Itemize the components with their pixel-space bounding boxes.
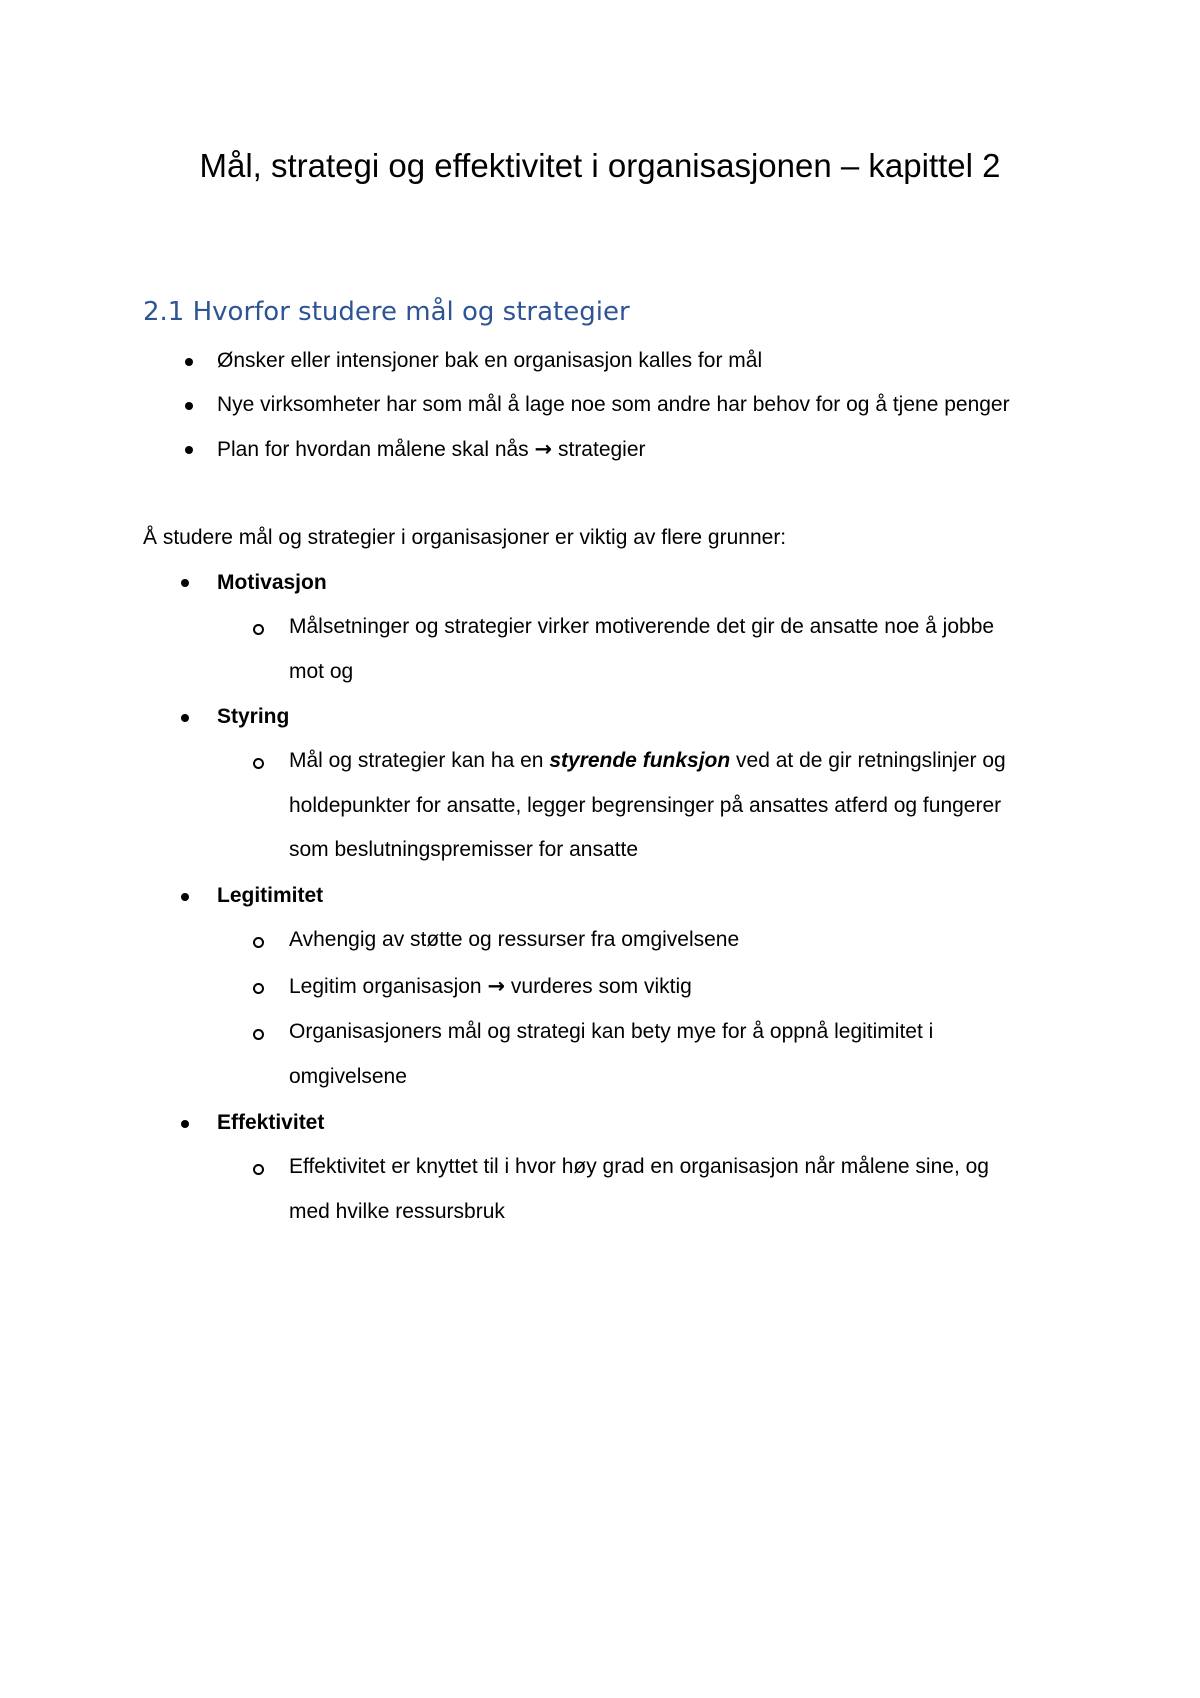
bullet-item: Ønsker eller intensjoner bak en organisasjon kalles for mål [217,349,763,372]
sub-item-line: mot og [289,660,354,683]
bullet-marker [181,1120,189,1128]
sub-bullet-marker [253,1164,264,1175]
bullet-marker [185,358,193,366]
bullet-marker [181,893,189,901]
sub-item-line [289,972,692,1001]
sub-item-line: Organisasjoners mål og strategi kan bety mye for å oppnå legitimitet i [289,1020,934,1043]
sub-item-line: omgivelsene [289,1065,407,1088]
reason-styring: Styring [217,705,290,728]
bullet-marker [181,714,189,722]
sub-item-line: Effektivitet er knyttet til i hvor høy grad en organisasjon når målene sine, og [289,1155,989,1178]
sub-item-line: holdepunkter for ansatte, legger begrensinger på ansattes atferd og fungerer [289,794,1002,817]
sub-bullet-marker [253,624,264,635]
bullet-marker [185,402,193,410]
sub-item-line: Avhengig av støtte og ressurser fra omgivelsene [289,928,740,951]
emphasis-text: styrende funksjon [549,749,731,772]
reason-effektivitet: Effektivitet [217,1111,325,1134]
bullet-marker [185,446,193,454]
bullet-item: Nye virksomheter har som mål å lage noe som andre har behov for og å tjene penger [217,393,1010,416]
arrow-right-icon: → [487,974,506,998]
sub-item-text: vurderes som viktig [510,975,692,998]
sub-item-text: Mål og strategier kan ha en [289,749,544,772]
arrow-right-icon: → [534,437,553,461]
intro-paragraph: Å studere mål og strategier i organisasjoner er viktig av flere grunner: [143,526,787,549]
sub-item-line [289,747,1006,775]
sub-item-text: ved at de gir retningslinjer og [736,749,1006,772]
reason-legitimitet: Legitimitet [217,884,324,907]
sub-bullet-marker [253,983,264,994]
bullet-text: strategier [557,438,646,461]
section-heading: 2.1 Hvorfor studere mål og strategier [143,297,630,327]
bullet-marker [181,579,189,587]
sub-bullet-marker [253,758,264,769]
bullet-item [217,435,646,464]
sub-item-text: Legitim organisasjon [289,975,482,998]
sub-item-line: Målsetninger og strategier virker motiverende det gir de ansatte noe å jobbe [289,615,995,638]
reason-motivasjon: Motivasjon [217,571,327,594]
document-title: Mål, strategi og effektivitet i organisasjonen – kapittel 2 [199,147,1001,184]
sub-item-line: med hvilke ressursbruk [289,1200,505,1223]
sub-item-line: som beslutningspremisser for ansatte [289,838,638,861]
sub-bullet-marker [253,937,264,948]
bullet-text: Plan for hvordan målene skal nås [217,438,529,461]
sub-bullet-marker [253,1029,264,1040]
